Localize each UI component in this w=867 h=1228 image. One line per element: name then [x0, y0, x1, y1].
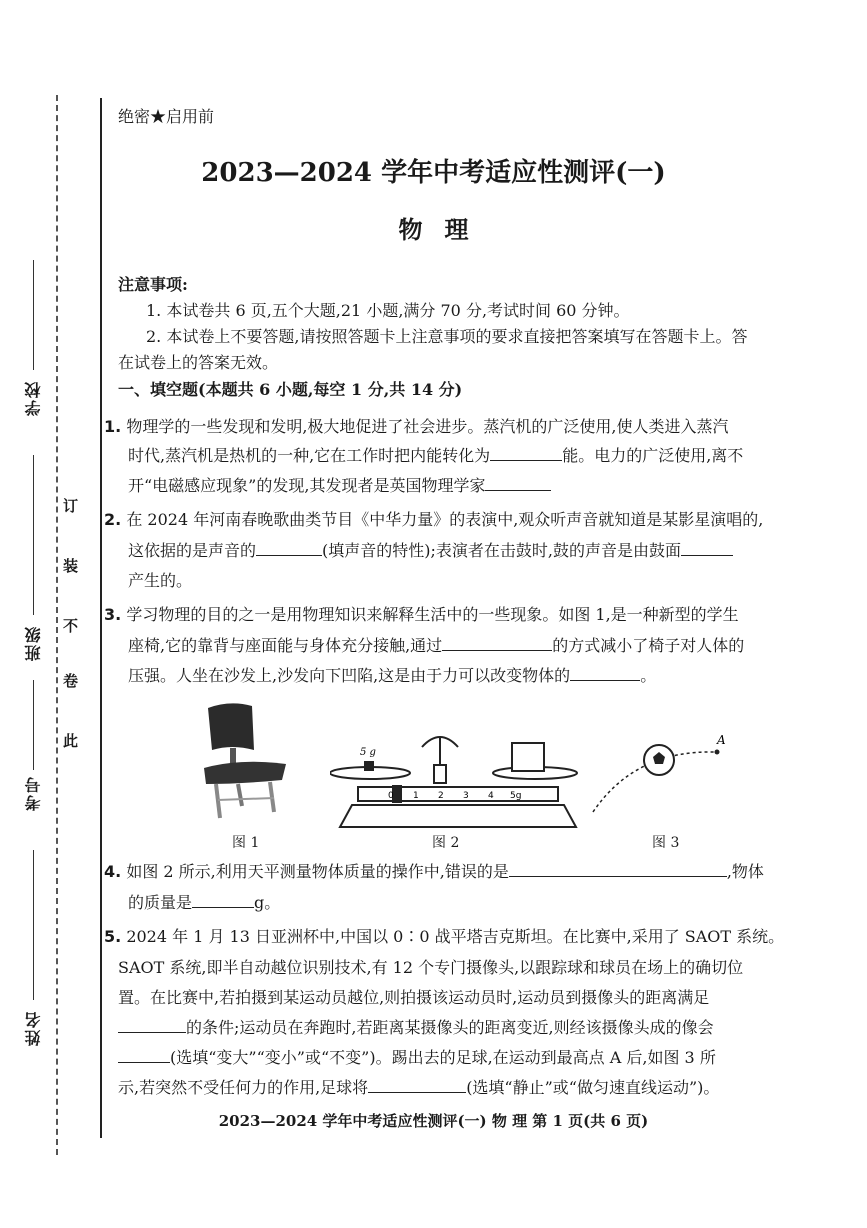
figure-3-caption: 图 3: [652, 835, 680, 851]
cut-line: [56, 95, 58, 1155]
school-write-line[interactable]: [33, 260, 34, 370]
point-a: [715, 750, 720, 755]
class-label: 班级: [24, 625, 43, 661]
q4-blank-2[interactable]: [192, 891, 254, 908]
chair-backrest: [208, 703, 254, 750]
q1-line2-a: 时代,蒸汽机是热机的一种,它在工作时把内能转化为: [128, 446, 491, 465]
q4-line1: [104, 857, 764, 886]
class-write-line[interactable]: [33, 455, 34, 615]
q5-line6-b: (选填“静止”或“做匀速直线运动”)。: [466, 1078, 720, 1097]
q5-line2: SAOT 系统,即半自动越位识别技术,有 12 个专门摄像头,以跟踪球和球员在场上的确切位: [118, 958, 744, 977]
figure-1-caption: 图 1: [232, 835, 260, 851]
q4-line1-b: ,物体: [726, 862, 764, 881]
exam-title: 2023—2024 学年中考适应性测评(一): [201, 158, 666, 188]
confidential-mark: 绝密★启用前: [118, 107, 215, 126]
q3-number: 3.: [104, 605, 122, 624]
q4-number: 4.: [104, 862, 122, 881]
q4-line1-a: 如图 2 所示,利用天平测量物体质量的操作中,错误的是: [126, 862, 509, 881]
q5: [104, 922, 784, 951]
weight-label: 5 g: [360, 747, 376, 758]
q5-line4-b: 的条件;运动员在奔跑时,若距离某摄像头的距离变近,则经该摄像头成的像会: [186, 1018, 714, 1037]
q2-number: 2.: [104, 510, 122, 529]
ruler-label-5: 5g: [510, 791, 522, 801]
ruler-label-1: 1: [413, 791, 419, 801]
q1-line1: 物理学的一些发现和发明,极大地促进了社会进步。蒸汽机的广泛使用,使人类进入蒸汽: [126, 417, 729, 436]
q5-line6-a: 示,若突然不受任何力的作用,足球将: [118, 1078, 369, 1097]
q5-line5: [118, 1043, 716, 1072]
q3-blank-2[interactable]: [570, 664, 640, 681]
notice-item-2a: 2. 本试卷上不要答题,请按照答题卡上注意事项的要求直接把答案填写在答题卡上。答: [146, 327, 748, 346]
chair-back-post: [230, 748, 236, 764]
school-label: 学校: [24, 380, 43, 416]
chair-crossbar: [218, 798, 274, 800]
q5-line6: [118, 1073, 719, 1102]
q4-blank-1[interactable]: [509, 860, 727, 877]
figure-2-balance: [330, 725, 590, 830]
q5-number: 5.: [104, 927, 122, 946]
q2-line2: [128, 536, 733, 565]
q3-line2-a: 座椅,它的靠背与座面能与身体充分接触,通过: [128, 636, 443, 655]
ruler-label-4: 4: [488, 791, 494, 801]
q4-line2-b: g。: [254, 893, 281, 912]
q4-line2: [128, 888, 280, 917]
cut-char-2: 装: [63, 557, 79, 575]
cut-char-1: 订: [63, 497, 79, 515]
q5-line1: 2024 年 1 月 13 日亚洲杯中,中国以 0∶0 战平塔吉克斯坦。在比赛中,采用了 SAOT 系统。: [126, 927, 785, 946]
q5-line3: 置。在比赛中,若拍摄到某运动员越位,则拍摄该运动员时,运动员到摄像头的距离满足: [118, 988, 710, 1007]
figure-1-chair: [190, 700, 300, 825]
q3-line3-b: 。: [640, 666, 657, 685]
q2-blank-2[interactable]: [681, 539, 733, 556]
q1-line2-b: 能。电力的广泛使用,离不: [562, 446, 744, 465]
chair-leg-1: [216, 784, 220, 818]
q1-blank-2[interactable]: [485, 474, 551, 491]
page-left-rule: [100, 98, 102, 1138]
exam-no-write-line[interactable]: [33, 680, 34, 770]
q1-number: 1.: [104, 417, 122, 436]
q3: [104, 600, 739, 629]
cut-char-3: 不: [63, 617, 79, 635]
chair-leg-3: [238, 784, 242, 806]
q5-line5-b: (选填“变大”“变小”或“不变”)。踢出去的足球,在运动到最高点 A 后,如图 3 所: [170, 1048, 716, 1067]
q3-line3-a: 压强。人坐在沙发上,沙发向下凹陷,这是由于力可以改变物体的: [128, 666, 571, 685]
point-a-label: A: [717, 733, 726, 747]
notice-heading: 注意事项:: [118, 275, 188, 294]
balance-base: [340, 805, 576, 827]
weight-5g: [364, 761, 374, 771]
q4-line2-a: 的质量是: [128, 893, 193, 912]
subject-title: 物理: [398, 215, 491, 244]
q2-blank-1[interactable]: [256, 539, 322, 556]
cut-char-4: 卷: [63, 672, 79, 690]
page-footer: 2023—2024 学年中考适应性测评(一) 物 理 第 1 页(共 6 页): [218, 1112, 649, 1130]
q2-line1: 在 2024 年河南春晚歌曲类节目《中华力量》的表演中,观众听声音就知道是某影星演唱的,: [126, 510, 764, 529]
q3-line1: 学习物理的目的之一是用物理知识来解释生活中的一些现象。如图 1,是一种新型的学生: [126, 605, 739, 624]
q1-blank-1[interactable]: [490, 444, 562, 461]
chair-leg-2: [270, 782, 274, 812]
q1-line2: [128, 441, 743, 470]
notice-item-2b: 在试卷上的答案无效。: [118, 353, 279, 372]
section1-heading: 一、填空题(本题共 6 小题,每空 1 分,共 14 分): [118, 380, 463, 399]
name-write-line[interactable]: [33, 850, 34, 1000]
q5-blank-1[interactable]: [118, 1016, 186, 1033]
figure-3-football: [585, 730, 745, 820]
q1-line3-a: 开“电磁感应现象”的发现,其发现者是英国物理学家: [128, 476, 486, 495]
q3-line2: [128, 631, 744, 660]
figure-2-caption: 图 2: [432, 835, 460, 851]
q1: [104, 412, 729, 441]
cut-char-5: 此: [63, 732, 79, 750]
q3-line2-b: 的方式减小了椅子对人体的: [552, 636, 745, 655]
q3-line3: [128, 661, 656, 690]
q5-line4: [118, 1013, 714, 1042]
ruler-label-0: 0: [388, 791, 394, 801]
name-label: 姓名: [24, 1010, 43, 1046]
q5-blank-2[interactable]: [118, 1046, 170, 1063]
notice-item-1: 1. 本试卷共 6 页,五个大题,21 小题,满分 70 分,考试时间 60 分钟。: [146, 301, 630, 320]
object-block: [512, 743, 544, 771]
q2-line3: 产生的。: [128, 571, 193, 590]
q2: [104, 505, 763, 534]
balance-pillar: [434, 765, 446, 783]
ruler-label-3: 3: [463, 791, 469, 801]
q3-blank-1[interactable]: [442, 634, 552, 651]
exam-no-label: 考号: [24, 775, 43, 811]
ruler-label-2: 2: [438, 791, 444, 801]
q5-blank-3[interactable]: [368, 1076, 466, 1093]
chair-seat: [204, 762, 286, 784]
q1-line3: [128, 471, 551, 500]
q2-line2-b: (填声音的特性);表演者在击鼓时,鼓的声音是由鼓面: [322, 541, 681, 560]
q2-line2-a: 这依据的是声音的: [128, 541, 257, 560]
